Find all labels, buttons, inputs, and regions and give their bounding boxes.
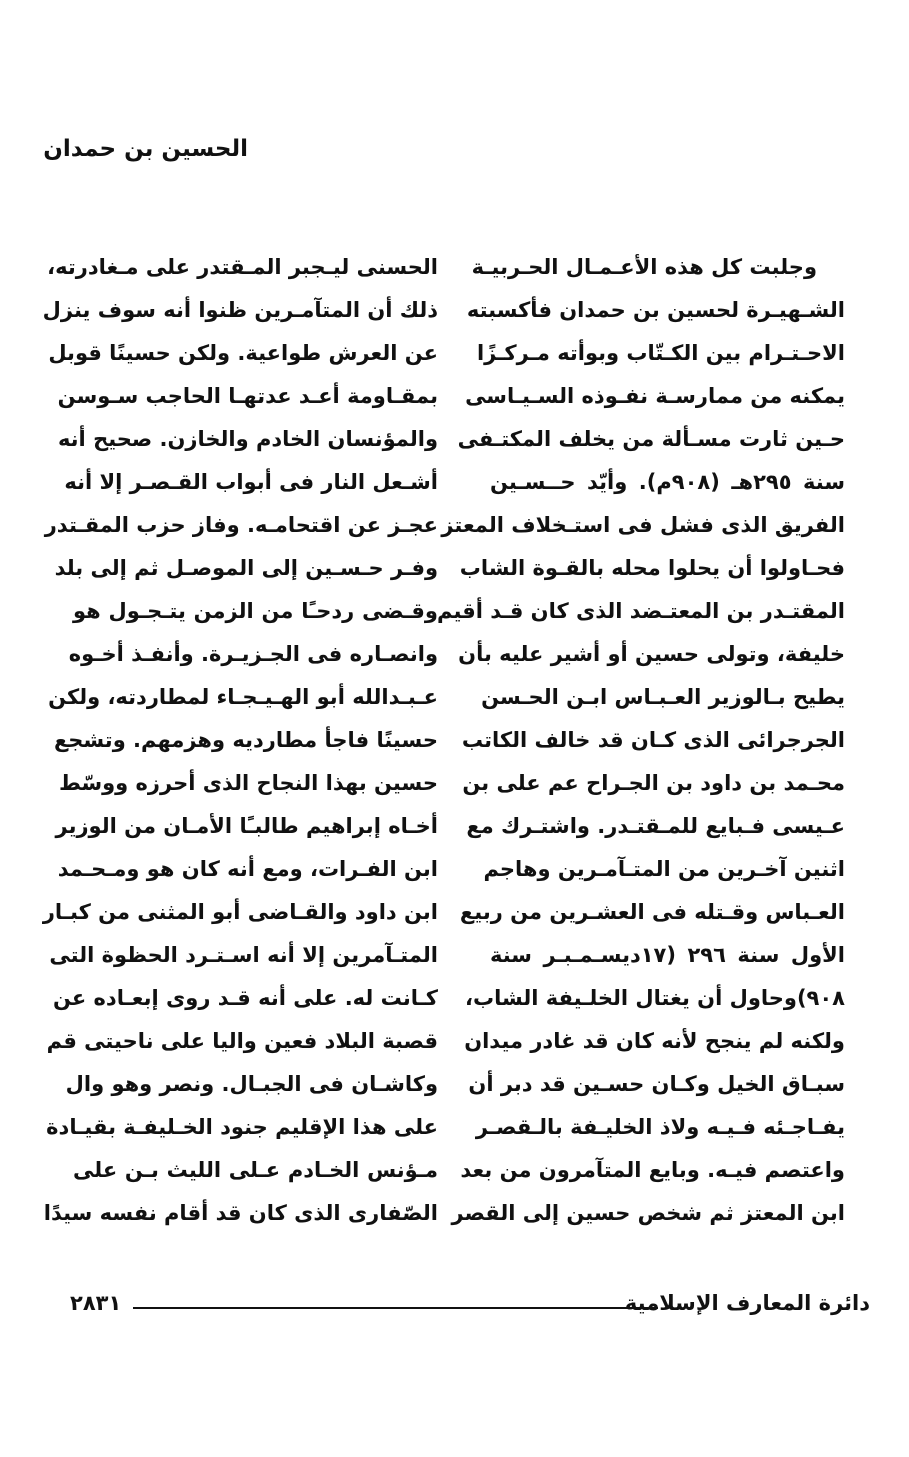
page-footer: [70, 1291, 870, 1321]
text-line: سبـاق الخيل وكـان حسـين قد دبر أن: [468, 1072, 845, 1096]
text-line: سنة ٢٩٥هـ (٩٠٨م). وأيّد حــسـين: [490, 470, 845, 494]
text-line: خليفة، وتولى حسين أو أشير عليه بأن: [458, 642, 845, 666]
text-line: الفريق الذى فشل فى استـخلاف المعتز: [441, 513, 845, 537]
text-line: يفـاجـئه فـيـه ولاذ الخليـفة بالـقصـر: [475, 1115, 845, 1139]
text-line: حسين بهذا النجاح الذى أحرزه ووسّط: [58, 771, 438, 795]
text-line: أشـعل النار فى أبواب القـصـر إلا أنه: [64, 470, 438, 494]
text-line: محـمد بن داود بن الجـراح عم على بن: [462, 771, 845, 795]
text-line: أخـاه إبراهيم طالبـًا الأمـان من الوزير: [55, 814, 438, 838]
footer-rule: [133, 1307, 658, 1309]
text-line: والمؤنسان الخادم والخازن. صحيح أنه: [57, 427, 438, 451]
text-line: وكاشـان فى الجبـال. ونصر وهو وال: [65, 1072, 438, 1096]
text-line: الحسنى ليـجبر المـقتدر على مـغادرته،: [47, 255, 438, 279]
text-line: على هذا الإقليم جنود الخـليفـة بقيـادة: [46, 1115, 438, 1139]
text-line: وانصـاره فى الجـزيـرة. وأنفـذ أخـوه: [68, 642, 438, 666]
text-line: وجلبت كل هذه الأعـمـال الحـربيـة: [471, 255, 817, 279]
text-line: حسينًا فاجأ مطارديه وهزمهم. وتشجع: [53, 728, 438, 752]
text-line: قصبة البلاد فعين واليا على ناحيتى قم: [46, 1029, 438, 1053]
text-line: ٩٠٨)وحاول أن يغتال الخلـيفة الشاب،: [465, 986, 845, 1010]
text-line: المقتـدر بن المعتـضد الذى كان قـد أقيم: [436, 599, 845, 623]
text-line: العـباس وقـتله فى العشـرين من ربيع: [459, 900, 845, 924]
text-line: فحـاولوا أن يحلوا محله بالقـوة الشاب: [459, 556, 845, 580]
text-line: ابن داود والقـاضى أبو المثنى من كبـار: [42, 900, 438, 924]
text-line: ابن المعتز ثم شخص حسين إلى القصر: [451, 1201, 845, 1225]
text-line: حـين ثارت مسـألة من يخلف المكتـفى: [457, 427, 845, 451]
running-title: الحسين بن حمدان: [43, 136, 248, 162]
page-number: ٢٨٣١: [70, 1291, 122, 1315]
text-column-left: [42, 246, 438, 1235]
text-line: ذلك أن المتآمـرين ظنوا أنه سوف ينزل: [42, 298, 438, 322]
text-line: عجـز عن اقتحامـه. وفاز حزب المقـتدر: [44, 513, 438, 537]
text-line: الاحـتـرام بين الكـتّاب وبوأته مـركـزًا: [476, 341, 845, 365]
text-line: يطيح بـالوزير العـبـاس ابـن الحـسن: [481, 685, 845, 709]
text-line: واعتصم فيـه. وبايع المتآمرون من بعد: [460, 1158, 845, 1182]
text-line: كـانت له. على أنه قـد روى إبعـاده عن: [52, 986, 438, 1010]
text-line: وقـضى ردحـًا من الزمن يتـجـول هو: [73, 599, 438, 623]
text-line: الصّفارى الذى كان قد أقام نفسه سيدًا: [43, 1201, 438, 1225]
text-line: الجرجرائى الذى كـان قد خالف الكاتب: [461, 728, 845, 752]
text-line: بمقـاومة أعـد عدتهـا الحاجب سـوسن: [57, 384, 438, 408]
text-line: الأول سنة ٢٩٦ (١٧ديسـمـبـر سنة: [490, 943, 845, 967]
text-line: عـبـدالله أبو الهـيـجـاء لمطاردته، ولكن: [48, 685, 438, 709]
text-line: ولكنه لم ينجح لأنه كان قد غادر ميدان: [464, 1029, 845, 1053]
text-line: المتـآمرين إلا أنه اسـتـرد الحظوة التى: [49, 943, 438, 967]
text-column-right: [436, 246, 845, 1235]
text-line: ابن الفـرات، ومع أنه كان هو ومـحـمد: [57, 857, 438, 881]
text-line: يمكنه من ممارسـة نفـوذه السـيـاسى: [465, 384, 845, 408]
encyclopedia-title: دائرة المعارف الإسلامية: [624, 1291, 870, 1315]
text-line: مـؤنس الخـادم عـلى الليث بـن على: [73, 1158, 438, 1182]
text-line: عـيسى فـبايع للمـقتـدر. واشتـرك مع: [466, 814, 845, 838]
text-line: عن العرش طواعية. ولكن حسينًا قوبل: [48, 341, 438, 365]
text-line: وفـر حـسـين إلى الموصـل ثم إلى بلد: [54, 556, 438, 580]
text-line: اثنين آخـرين من المتـآمـرين وهاجم: [483, 857, 845, 881]
text-line: الشـهيـرة لحسين بن حمدان فأكسبته: [466, 298, 845, 322]
